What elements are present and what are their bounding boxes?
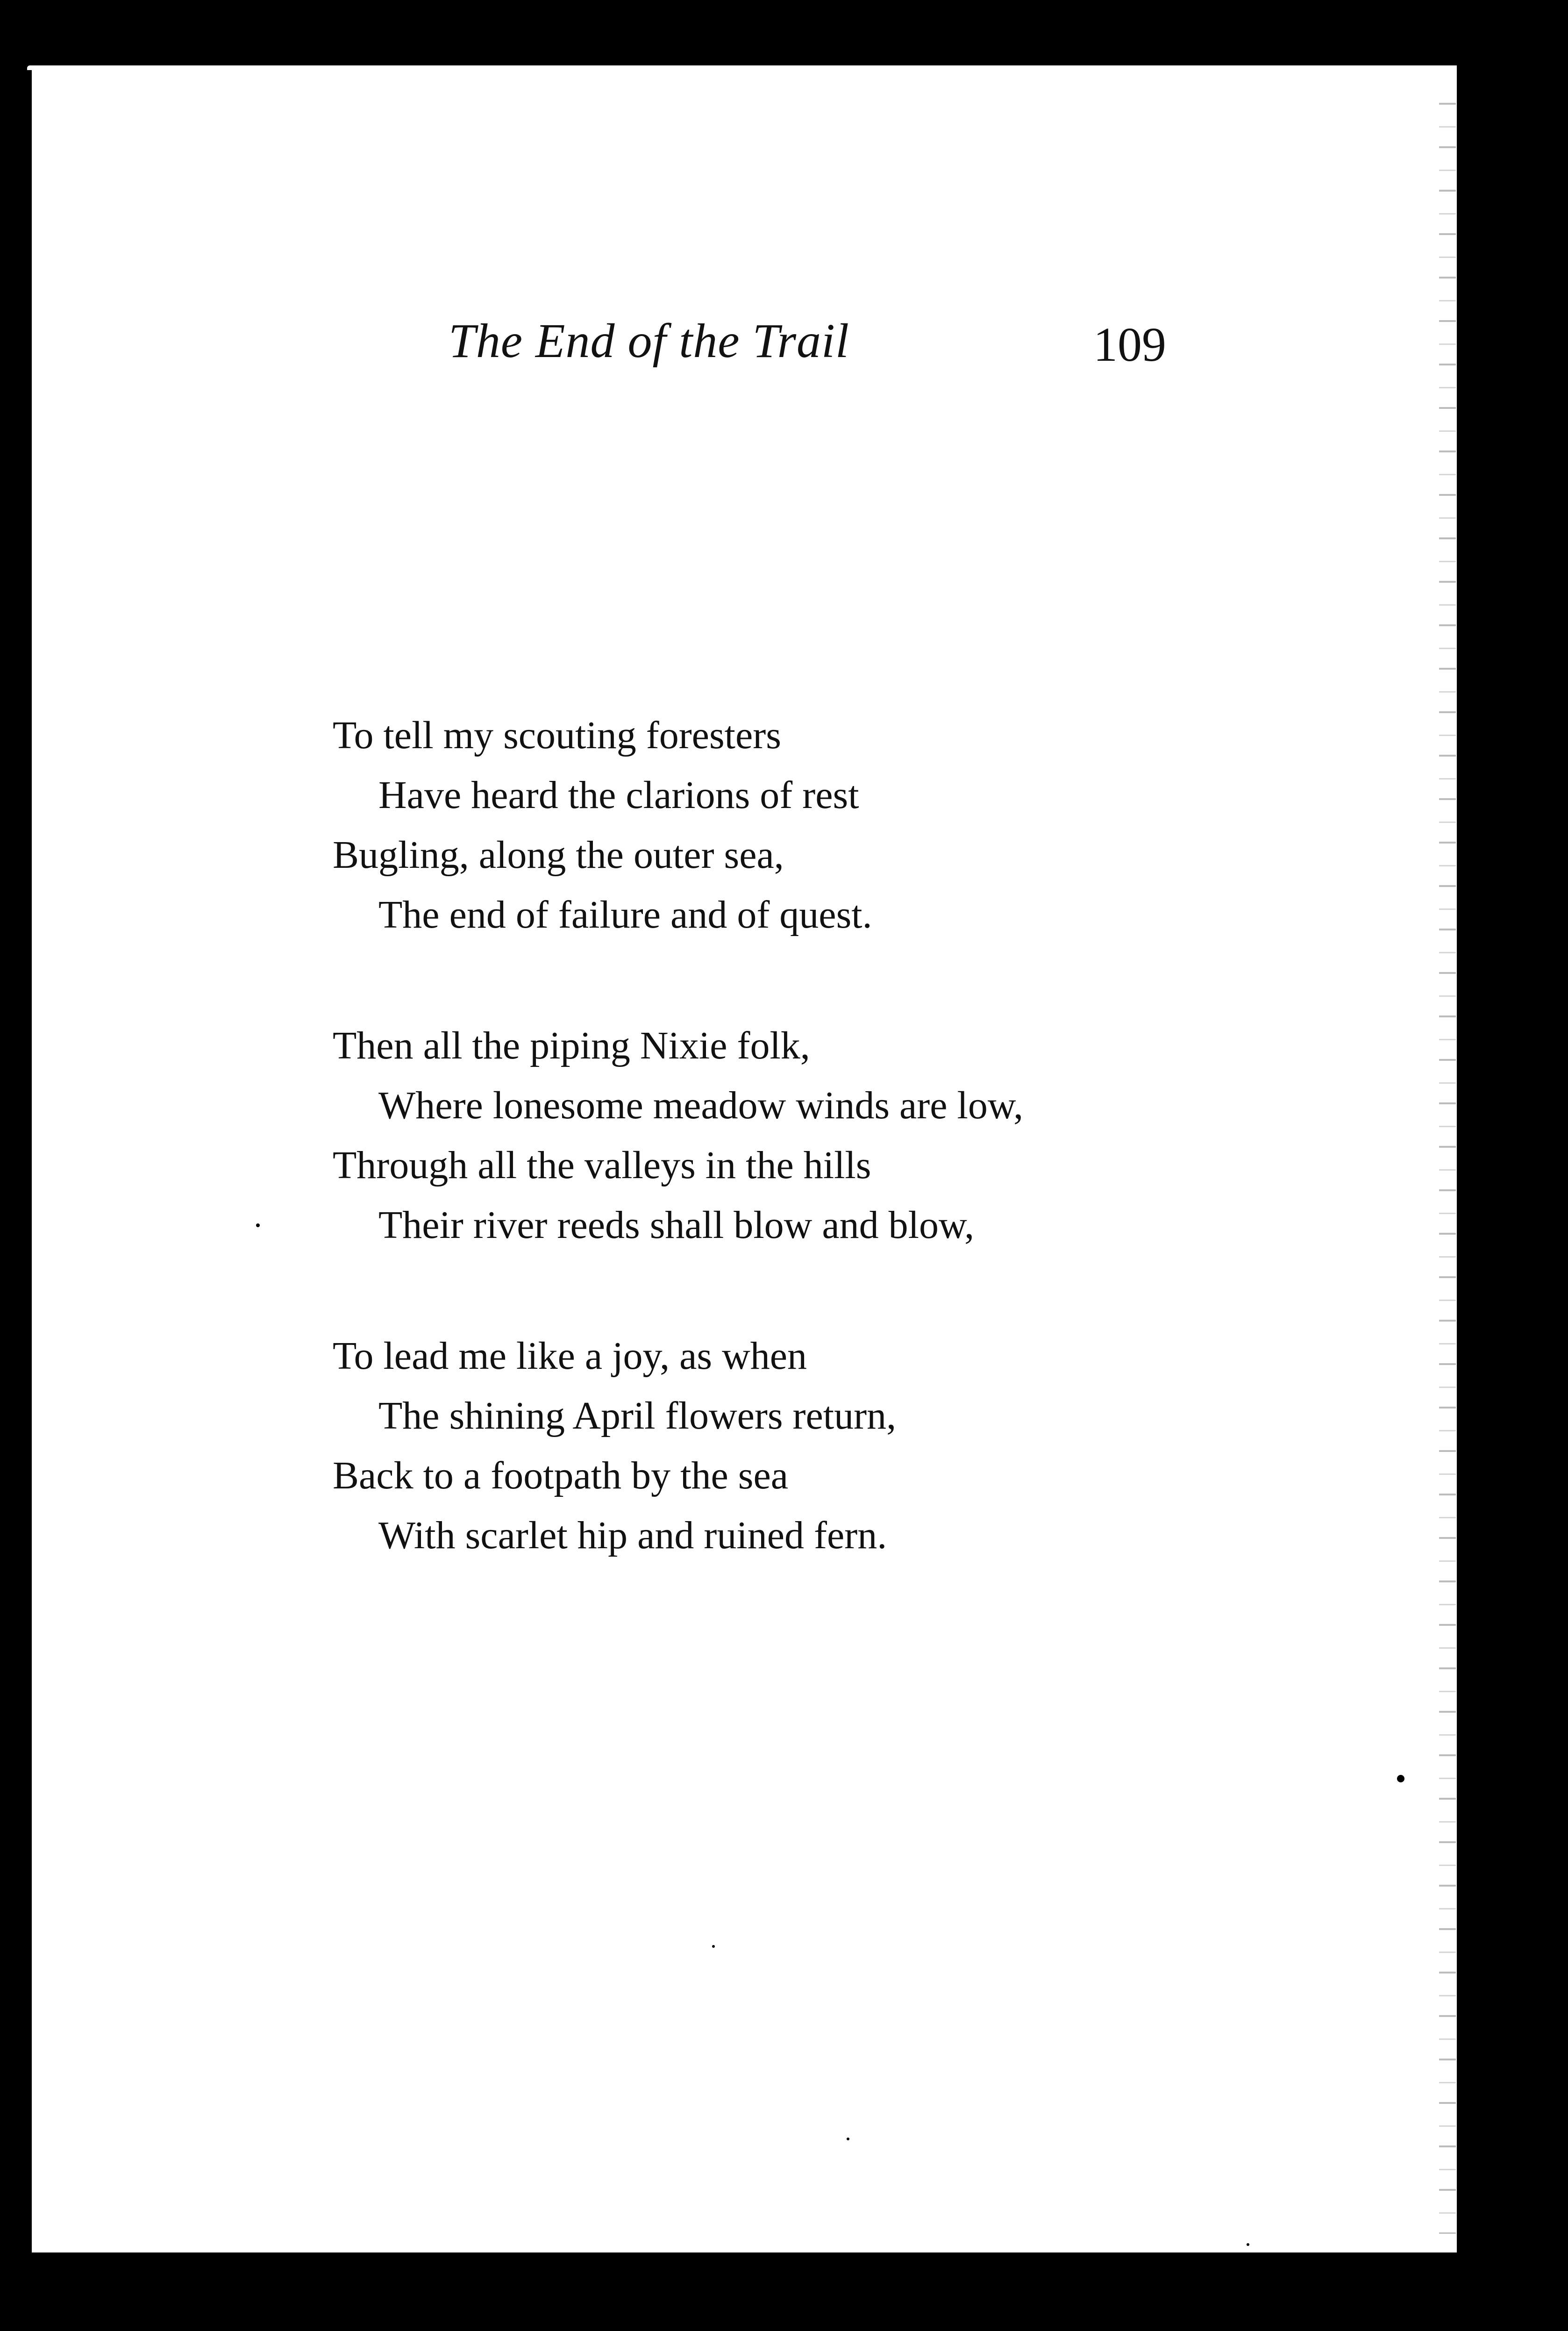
poem-line: Then all the piping Nixie folk, <box>333 1024 810 1067</box>
poem-line: Bugling, along the outer sea, <box>333 833 784 877</box>
poem-line: The end of failure and of quest. <box>378 893 872 937</box>
poem-line: Where lonesome meadow winds are low, <box>378 1084 1024 1127</box>
stanza-3 <box>333 1326 1361 1566</box>
poem-line: Have heard the clarions of rest <box>378 773 859 817</box>
poem-line: To lead me like a joy, as when <box>333 1334 807 1378</box>
poem-line: Back to a footpath by the sea <box>333 1454 789 1497</box>
page-number: 109 <box>1093 318 1166 372</box>
poem-line: The shining April flowers return, <box>378 1394 897 1437</box>
scan-speck <box>1247 2243 1249 2246</box>
stanza-1 <box>333 706 1361 945</box>
scan-speck <box>847 2138 849 2140</box>
running-head <box>0 304 1568 379</box>
poem-line: Through all the valleys in the hills <box>333 1144 871 1187</box>
poem-line: Their river reeds shall blow and blow, <box>378 1203 975 1247</box>
poem <box>333 706 1361 1637</box>
page-fore-edge <box>1439 84 1456 2234</box>
running-title: The End of the Trail <box>449 314 849 368</box>
scan-speck <box>256 1223 260 1227</box>
scan-speck <box>712 1945 715 1948</box>
poem-line: To tell my scouting foresters <box>333 714 781 757</box>
scan-speck <box>1397 1775 1404 1782</box>
stanza-2 <box>333 1016 1361 1255</box>
page-gutter-edge <box>27 70 32 2252</box>
poem-line: With scarlet hip and ruined fern. <box>378 1514 887 1557</box>
